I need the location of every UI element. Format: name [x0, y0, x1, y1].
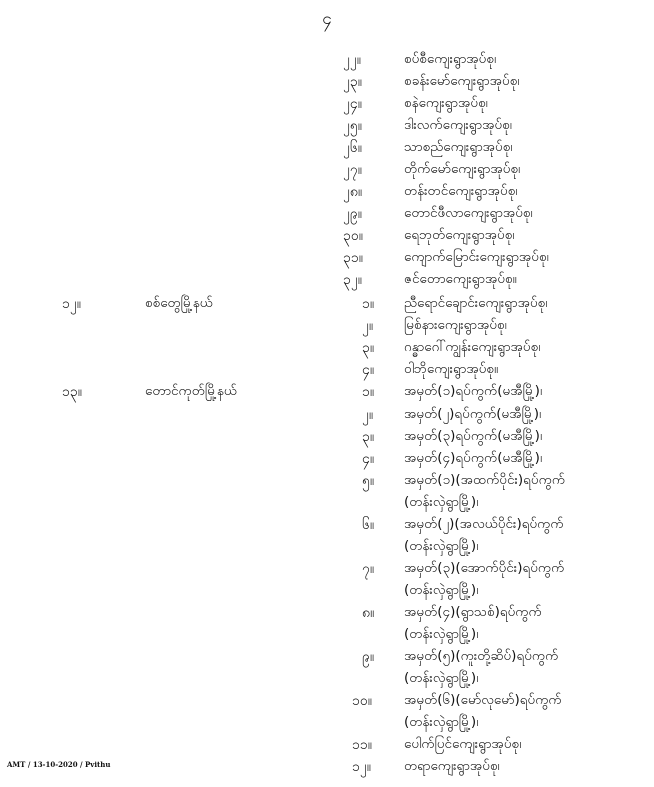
list-item-continuation: (တန်းလှဲရွာမြို့)၊ [404, 670, 479, 686]
list-number: ၉။ [362, 649, 375, 665]
list-item: တန်းတင်ကျေးရွာအုပ်စု၊ [404, 183, 518, 199]
list-number: ၂၃။ [343, 74, 362, 90]
list-number: ၅။ [362, 473, 375, 489]
list-item: ဝါဘိုကျေးရွာအုပ်စု။ [404, 361, 499, 377]
list-number: ၂၉။ [343, 206, 362, 222]
list-item: ကျောက်မြောင်းကျေးရွာအုပ်စု၊ [404, 249, 549, 265]
list-item: အမှတ်(၂)(အလယ်ပိုင်း)ရပ်ကွက် [404, 516, 564, 532]
list-number: ၂။ [362, 407, 374, 423]
list-number: ၁။ [362, 296, 375, 312]
list-item: အမှတ်(၄)(ရွာသစ်)ရပ်ကွက် [404, 604, 542, 620]
township-name: စစ်တွေမြို့နယ် [145, 295, 213, 311]
list-number: ၃၂။ [343, 272, 362, 288]
section-number: ၁၂။ [62, 296, 81, 312]
list-item: အမှတ်(၃)ရပ်ကွက်(မအီမြို့)၊ [404, 428, 543, 444]
list-item: ဂန္ဓာဂေါ်ကျွန်းကျေးရွာအုပ်စု၊ [404, 339, 541, 355]
section-number: ၁၃။ [62, 384, 82, 400]
list-item: စနဲကျေးရွာအုပ်စု၊ [404, 95, 488, 111]
list-item: တိုက်မော်ကျေးရွာအုပ်စု၊ [404, 161, 521, 177]
list-item: အမှတ်(၃)(အောက်ပိုင်း)ရပ်ကွက် [404, 560, 565, 576]
list-number: ၁။ [362, 384, 375, 400]
list-item-continuation: (တန်းလှဲရွာမြို့)၊ [404, 538, 479, 554]
list-item-continuation: (တန်းလှဲရွာမြို့)၊ [404, 626, 479, 642]
list-number: ၃၁။ [343, 250, 363, 266]
list-number: ၇။ [362, 561, 375, 577]
list-item: ရေဘုတ်ကျေးရွာအုပ်စု၊ [404, 227, 515, 243]
list-item: အမှတ်(၂)ရပ်ကွက်(မအီမြို့)၊ [404, 406, 542, 422]
list-number: ၃၀။ [343, 228, 363, 244]
list-item-continuation: (တန်းလှဲရွာမြို့)၊ [404, 714, 479, 730]
list-item: စခန်းမော်ကျေးရွာအုပ်စု၊ [404, 73, 520, 89]
list-number: ၆။ [362, 517, 375, 533]
list-item: အမှတ်(၆)(မော်လုမော်)ရပ်ကွက် [404, 692, 562, 708]
list-item: တရာကျေးရွာအုပ်စု၊ [404, 758, 500, 774]
list-item: အမှတ်(၅)(ကူးတို့ဆိပ်)ရပ်ကွက် [404, 648, 559, 664]
list-item: ဒါးလက်ကျေးရွာအုပ်စု၊ [404, 117, 512, 133]
list-item: ဇင်တောကျေးရွာအုပ်စု။ [404, 271, 517, 287]
footer-reference: AMT / 13-10-2020 / Pvithu [7, 760, 111, 769]
list-number: ၂၂။ [343, 52, 361, 68]
page-number: ၄ [322, 9, 332, 29]
list-item: မြစ်နားကျေးရွာအုပ်စု၊ [404, 317, 507, 333]
list-item: အမှတ်(၄)ရပ်ကွက်(မအီမြို့)၊ [404, 450, 543, 466]
list-number: ၁၂။ [352, 759, 371, 775]
list-number: ၁၀။ [352, 693, 372, 709]
list-number: ၂၄။ [343, 96, 362, 112]
list-item: သာစည်ကျေးရွာအုပ်စု၊ [404, 139, 513, 155]
township-name: တောင်ကုတ်မြို့နယ် [145, 383, 238, 399]
list-item: စပ်စီကျေးရွာအုပ်စု၊ [404, 51, 497, 67]
list-number: ၂။ [362, 318, 374, 334]
list-item: ညီရောင်ချောင်းကျေးရွာအုပ်စု၊ [404, 295, 548, 311]
list-number: ၃။ [362, 340, 375, 356]
list-number: ၄။ [362, 362, 375, 378]
list-item: အမှတ်(၁)(အထက်ပိုင်း)ရပ်ကွက် [404, 472, 566, 488]
list-number: ၂၆။ [343, 140, 362, 156]
list-number: ၃။ [362, 429, 375, 445]
list-number: ၂၇။ [343, 162, 362, 178]
list-item: အမှတ်(၁)ရပ်ကွက်(မအီမြို့)၊ [404, 383, 543, 399]
list-number: ၈။ [362, 605, 375, 621]
list-number: ၄။ [362, 451, 375, 467]
list-item: တောင်ဖီလာကျေးရွာအုပ်စု၊ [404, 205, 533, 221]
list-item-continuation: (တန်းလှဲရွာမြို့)၊ [404, 494, 479, 510]
list-number: ၁၁။ [352, 737, 372, 753]
list-number: ၂၈။ [343, 184, 363, 200]
list-number: ၂၅။ [343, 118, 362, 134]
list-item-continuation: (တန်းလှဲရွာမြို့)၊ [404, 582, 479, 598]
list-item: ပေါက်ပြင်ကျေးရွာအုပ်စု၊ [404, 736, 522, 752]
